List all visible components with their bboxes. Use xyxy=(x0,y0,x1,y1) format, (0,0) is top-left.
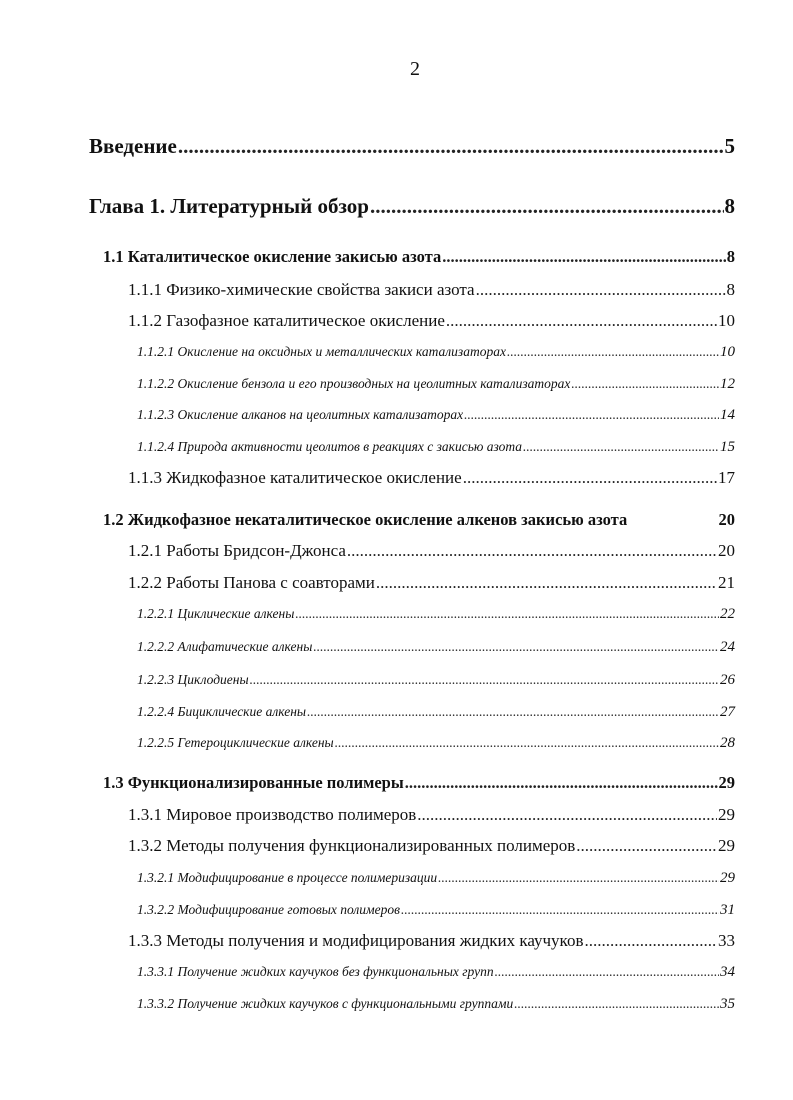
toc-entry-page: 20 xyxy=(718,541,735,560)
toc-entry-page: 22 xyxy=(720,606,735,622)
toc-entry-title: 1.3.2.1 Модифицирование в процессе полимеризации xyxy=(137,870,438,885)
dot-leader xyxy=(476,280,726,300)
toc-entry-title: 1.1 Каталитическое окисление закисью азота xyxy=(103,247,442,266)
toc-entry-page: 35 xyxy=(720,996,735,1012)
toc-entry-1-2[interactable] xyxy=(103,510,735,530)
toc-entry-page: 29 xyxy=(718,836,735,855)
toc-entry-title: Введение xyxy=(89,134,177,158)
toc-entry-page: 33 xyxy=(718,931,735,950)
toc-entry-title: 1.3.2.2 Модифицирование готовых полимеров xyxy=(137,902,401,917)
toc-entry-page: 5 xyxy=(724,134,735,158)
toc-entry-title: 1.1.2.2 Окисление бензола и его производных на цеолитных катализаторах xyxy=(137,376,571,391)
dot-leader xyxy=(438,870,719,886)
toc-entry-page: 10 xyxy=(718,311,735,330)
toc-entry-1-3-2-1[interactable] xyxy=(137,870,735,887)
toc-entry-1-2-2-1[interactable] xyxy=(137,606,735,623)
toc-entry-title: 1.3.1 Мировое производство полимеров xyxy=(128,805,417,824)
toc-entry-page: 24 xyxy=(720,639,735,655)
toc-entry-title: Глава 1. Литературный обзор xyxy=(89,194,369,218)
toc-entry-introduction[interactable] xyxy=(89,134,735,159)
dot-leader xyxy=(417,805,717,825)
dot-leader xyxy=(464,407,719,423)
toc-entry-page: 8 xyxy=(726,280,735,299)
dot-leader xyxy=(376,573,717,593)
toc-entry-1-2-2[interactable] xyxy=(128,573,735,593)
dot-leader xyxy=(523,439,719,455)
dot-leader xyxy=(335,735,719,751)
toc-entry-title: 1.1.2 Газофазное каталитическое окисление xyxy=(128,311,445,330)
toc-entry-1-3[interactable] xyxy=(103,773,735,793)
toc-entry-chapter-1[interactable] xyxy=(89,194,735,219)
toc-entry-title: 1.2.2.3 Циклодиены xyxy=(137,672,249,687)
toc-entry-1-1-2-1[interactable] xyxy=(137,344,735,361)
toc-entry-page: 14 xyxy=(720,407,735,423)
toc-entry-title: 1.1.3 Жидкофазное каталитическое окисление xyxy=(128,468,462,487)
toc-entry-1-2-2-5[interactable] xyxy=(137,735,735,752)
dot-leader xyxy=(514,996,719,1012)
toc-entry-1-3-2-2[interactable] xyxy=(137,902,735,919)
toc-entry-1-3-2[interactable] xyxy=(128,836,735,856)
dot-leader xyxy=(401,902,719,918)
toc-entry-title: 1.2.2 Работы Панова с соавторами xyxy=(128,573,375,592)
toc-entry-1-1-2-3[interactable] xyxy=(137,407,735,424)
toc-entry-1-2-2-4[interactable] xyxy=(137,704,735,721)
toc-entry-1-1-2[interactable] xyxy=(128,311,735,331)
toc-entry-title: 1.2.2.2 Алифатические алкены xyxy=(137,639,313,654)
dot-leader xyxy=(307,704,719,720)
toc-entry-page: 29 xyxy=(720,870,735,886)
toc-entry-1-1-1[interactable] xyxy=(128,280,735,300)
toc-entry-page: 34 xyxy=(720,964,735,980)
toc-entry-1-1[interactable] xyxy=(103,247,735,267)
toc-entry-page: 10 xyxy=(720,344,735,360)
toc-entry-1-2-2-3[interactable] xyxy=(137,672,735,689)
toc-entry-page: 21 xyxy=(718,573,735,592)
toc-entry-1-2-1[interactable] xyxy=(128,541,735,561)
toc-entry-1-1-2-2[interactable] xyxy=(137,376,735,393)
dot-leader xyxy=(442,247,726,267)
dot-leader xyxy=(576,836,717,856)
dot-leader xyxy=(584,931,717,951)
dot-leader xyxy=(571,376,719,392)
dot-leader xyxy=(250,672,719,688)
dot-leader xyxy=(370,194,724,219)
toc-entry-1-1-2-4[interactable] xyxy=(137,439,735,456)
toc-entry-page: 20 xyxy=(718,510,735,529)
toc-entry-title: 1.2.2.4 Бициклические алкены xyxy=(137,704,307,719)
dot-leader xyxy=(405,773,718,793)
toc-entry-page: 31 xyxy=(720,902,735,918)
toc-entry-title: 1.2.2.1 Циклические алкены xyxy=(137,606,295,621)
toc-entry-page: 27 xyxy=(720,704,735,720)
toc-entry-title: 1.2.1 Работы Бридсон-Джонса xyxy=(128,541,346,560)
toc-entry-page: 29 xyxy=(718,773,735,792)
toc-entry-title: 1.3.2 Методы получения функционализированных полимеров xyxy=(128,836,576,855)
toc-entry-1-2-2-2[interactable] xyxy=(137,639,735,656)
toc-entry-title: 1.1.2.1 Окисление на оксидных и металлических катализаторах xyxy=(137,344,506,359)
toc-entry-title: 1.1.1 Физико-химические свойства закиси азота xyxy=(128,280,475,299)
toc-entry-title: 1.3.3 Методы получения и модифицирования жидких каучуков xyxy=(128,931,584,950)
toc-entry-1-3-1[interactable] xyxy=(128,805,735,825)
toc-entry-title: 1.3 Функционализированные полимеры xyxy=(103,773,404,792)
toc-entry-title: 1.2 Жидкофазное некаталитическое окисление алкенов закисью азота xyxy=(103,510,628,529)
toc-entry-1-1-3[interactable] xyxy=(128,468,735,488)
toc-entry-title: 1.1.2.4 Природа активности цеолитов в реакциях с закисью азота xyxy=(137,439,523,454)
toc-entry-page: 28 xyxy=(720,735,735,751)
dot-leader xyxy=(446,311,717,331)
dot-leader xyxy=(507,344,719,360)
toc-entry-title: 1.3.3.1 Получение жидких каучуков без функциональных групп xyxy=(137,964,494,979)
toc-entry-page: 8 xyxy=(724,194,735,218)
dot-leader xyxy=(495,964,719,980)
toc-entry-page: 8 xyxy=(726,247,735,266)
toc-entry-1-3-3-1[interactable] xyxy=(137,964,735,981)
toc-entry-title: 1.3.3.2 Получение жидких каучуков с функциональными группами xyxy=(137,996,514,1011)
page-number: 2 xyxy=(410,58,420,80)
toc-entry-page: 12 xyxy=(720,376,735,392)
toc-entry-page: 17 xyxy=(718,468,735,487)
dot-leader xyxy=(347,541,717,561)
toc-entry-1-3-3[interactable] xyxy=(128,931,735,951)
toc-entry-1-3-3-2[interactable] xyxy=(137,996,735,1013)
dot-leader xyxy=(463,468,717,488)
dot-leader xyxy=(313,639,719,655)
toc-entry-title: 1.2.2.5 Гетероциклические алкены xyxy=(137,735,334,750)
toc-entry-page: 26 xyxy=(720,672,735,688)
toc-entry-page: 15 xyxy=(720,439,735,455)
dot-leader xyxy=(178,134,724,159)
toc-entry-page: 29 xyxy=(718,805,735,824)
dot-leader xyxy=(295,606,719,622)
toc-entry-title: 1.1.2.3 Окисление алканов на цеолитных катализаторах xyxy=(137,407,464,422)
